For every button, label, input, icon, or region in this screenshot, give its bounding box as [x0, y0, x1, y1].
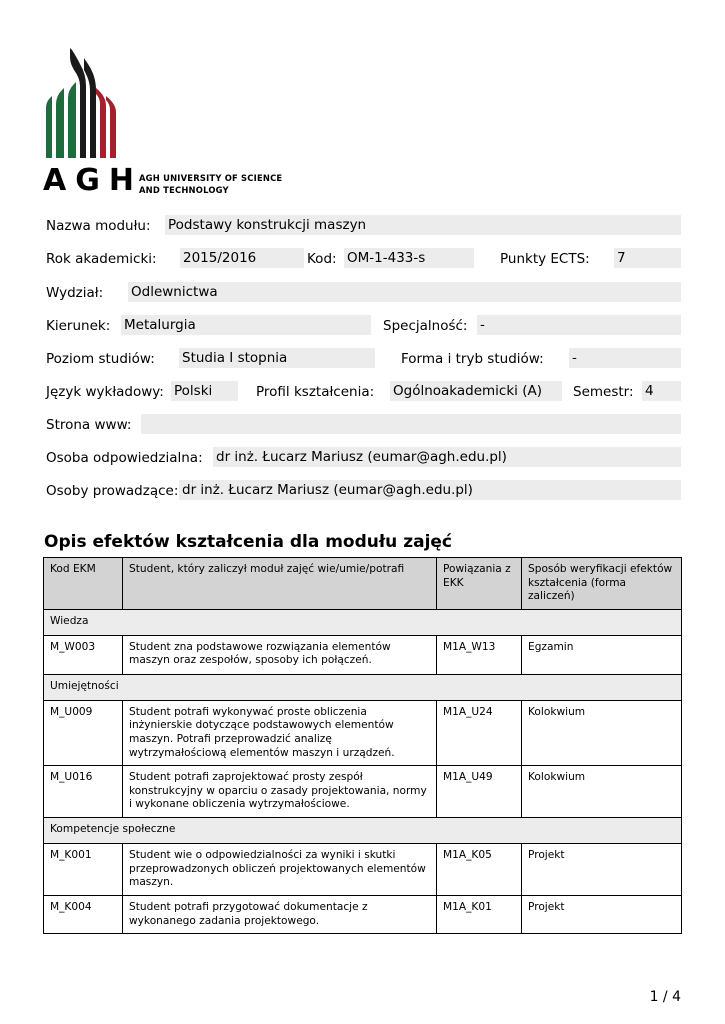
row-code: M_W003 [44, 635, 123, 674]
section-title: Opis efektów kształcenia dla modułu zajęć [44, 532, 453, 552]
row-code: M_K001 [44, 844, 123, 896]
table-row [44, 844, 682, 896]
teachers-label: Osoby prowadzące: [46, 483, 179, 499]
row-method: Kolokwium [522, 700, 682, 765]
row-code: M_K004 [44, 896, 123, 934]
header-code: Kod EKM [44, 558, 123, 610]
semester-value: 4 [642, 381, 681, 401]
row-method: Projekt [522, 844, 682, 896]
row-ekk: M1A_K01 [437, 896, 522, 934]
agh-letters: AGH [43, 163, 143, 198]
row-description: Student potrafi zaprojektować prosty zespół konstrukcyjny w oparciu o zasady projektowania, normy i wykonane obliczenia wytrzymałościowe. [123, 766, 437, 818]
row-description: Student potrafi wykonywać proste obliczenia inżynierskie dotyczące podstawowych elementów maszyn. Potrafi przeprowadzić analizę wytrzymałościową elementów maszyn i urządzeń. [123, 700, 437, 765]
row-method: Egzamin [522, 635, 682, 674]
logo-university-line1: AGH UNIVERSITY OF SCIENCE [139, 173, 283, 183]
academic-year-label: Rok akademicki: [46, 251, 157, 267]
row-ekk: M1A_W13 [437, 635, 522, 674]
language-label: Język wykładowy: [46, 384, 164, 400]
faculty-value: Odlewnictwa [128, 282, 681, 302]
category-skills: Umiejętności [44, 674, 682, 700]
module-name-label: Nazwa modułu: [46, 218, 151, 234]
table-row [44, 635, 682, 674]
header-ekk: Powiązania z EKK [437, 558, 522, 610]
row-code: M_U016 [44, 766, 123, 818]
profile-value: Ogólnoakademicki (A) [390, 381, 562, 401]
table-row [44, 700, 682, 765]
website-value [141, 414, 681, 434]
level-label: Poziom studiów: [46, 351, 155, 367]
website-label: Strona www: [46, 417, 132, 433]
logo-university-line2: AND TECHNOLOGY [139, 185, 229, 195]
mode-value: - [569, 348, 681, 368]
table-row [44, 766, 682, 818]
row-code: M_U009 [44, 700, 123, 765]
faculty-label: Wydział: [46, 285, 104, 301]
field-label: Kierunek: [46, 318, 111, 334]
academic-year-value: 2015/2016 [180, 248, 304, 268]
category-row [44, 818, 682, 844]
module-name-value: Podstawy konstrukcji maszyn [165, 215, 681, 235]
field-value: Metalurgia [121, 315, 371, 335]
teachers-value: dr inż. Łucarz Mariusz (eumar@agh.edu.pl) [179, 480, 681, 500]
semester-label: Semestr: [573, 384, 634, 400]
row-ekk: M1A_K05 [437, 844, 522, 896]
row-description: Student wie o odpowiedzialności za wyniki i skutki przeprowadzonych obliczeń projektowanych elementów maszyn. [123, 844, 437, 896]
header-description: Student, który zaliczył moduł zajęć wie/umie/potrafi [123, 558, 437, 610]
code-label: Kod: [307, 251, 337, 267]
table-row [44, 896, 682, 934]
mode-label: Forma i tryb studiów: [401, 351, 544, 367]
specialty-label: Specjalność: [383, 318, 468, 334]
category-social: Kompetencje społeczne [44, 818, 682, 844]
category-knowledge: Wiedza [44, 609, 682, 635]
category-row [44, 674, 682, 700]
row-description: Student zna podstawowe rozwiązania elementów maszyn oraz zespołów, sposoby ich połączeń. [123, 635, 437, 674]
ects-label: Punkty ECTS: [500, 251, 590, 267]
page-number: 1 / 4 [649, 989, 681, 1005]
row-method: Projekt [522, 896, 682, 934]
responsible-value: dr inż. Łucarz Mariusz (eumar@agh.edu.pl) [213, 447, 681, 467]
row-ekk: M1A_U49 [437, 766, 522, 818]
row-description: Student potrafi przygotować dokumentacje z wykonanego zadania projektowego. [123, 896, 437, 934]
agh-emblem-icon [44, 46, 120, 158]
learning-outcomes-table [43, 557, 682, 934]
language-value: Polski [171, 381, 238, 401]
row-ekk: M1A_U24 [437, 700, 522, 765]
table-header-row [44, 558, 682, 610]
specialty-value: - [477, 315, 681, 335]
responsible-label: Osoba odpowiedzialna: [46, 450, 203, 466]
row-method: Kolokwium [522, 766, 682, 818]
category-row [44, 609, 682, 635]
profile-label: Profil kształcenia: [256, 384, 375, 400]
level-value: Studia I stopnia [179, 348, 375, 368]
header-verification: Sposób weryfikacji efektów kształcenia (forma zaliczeń) [522, 558, 682, 610]
code-value: OM-1-433-s [344, 248, 474, 268]
ects-value: 7 [614, 248, 681, 268]
